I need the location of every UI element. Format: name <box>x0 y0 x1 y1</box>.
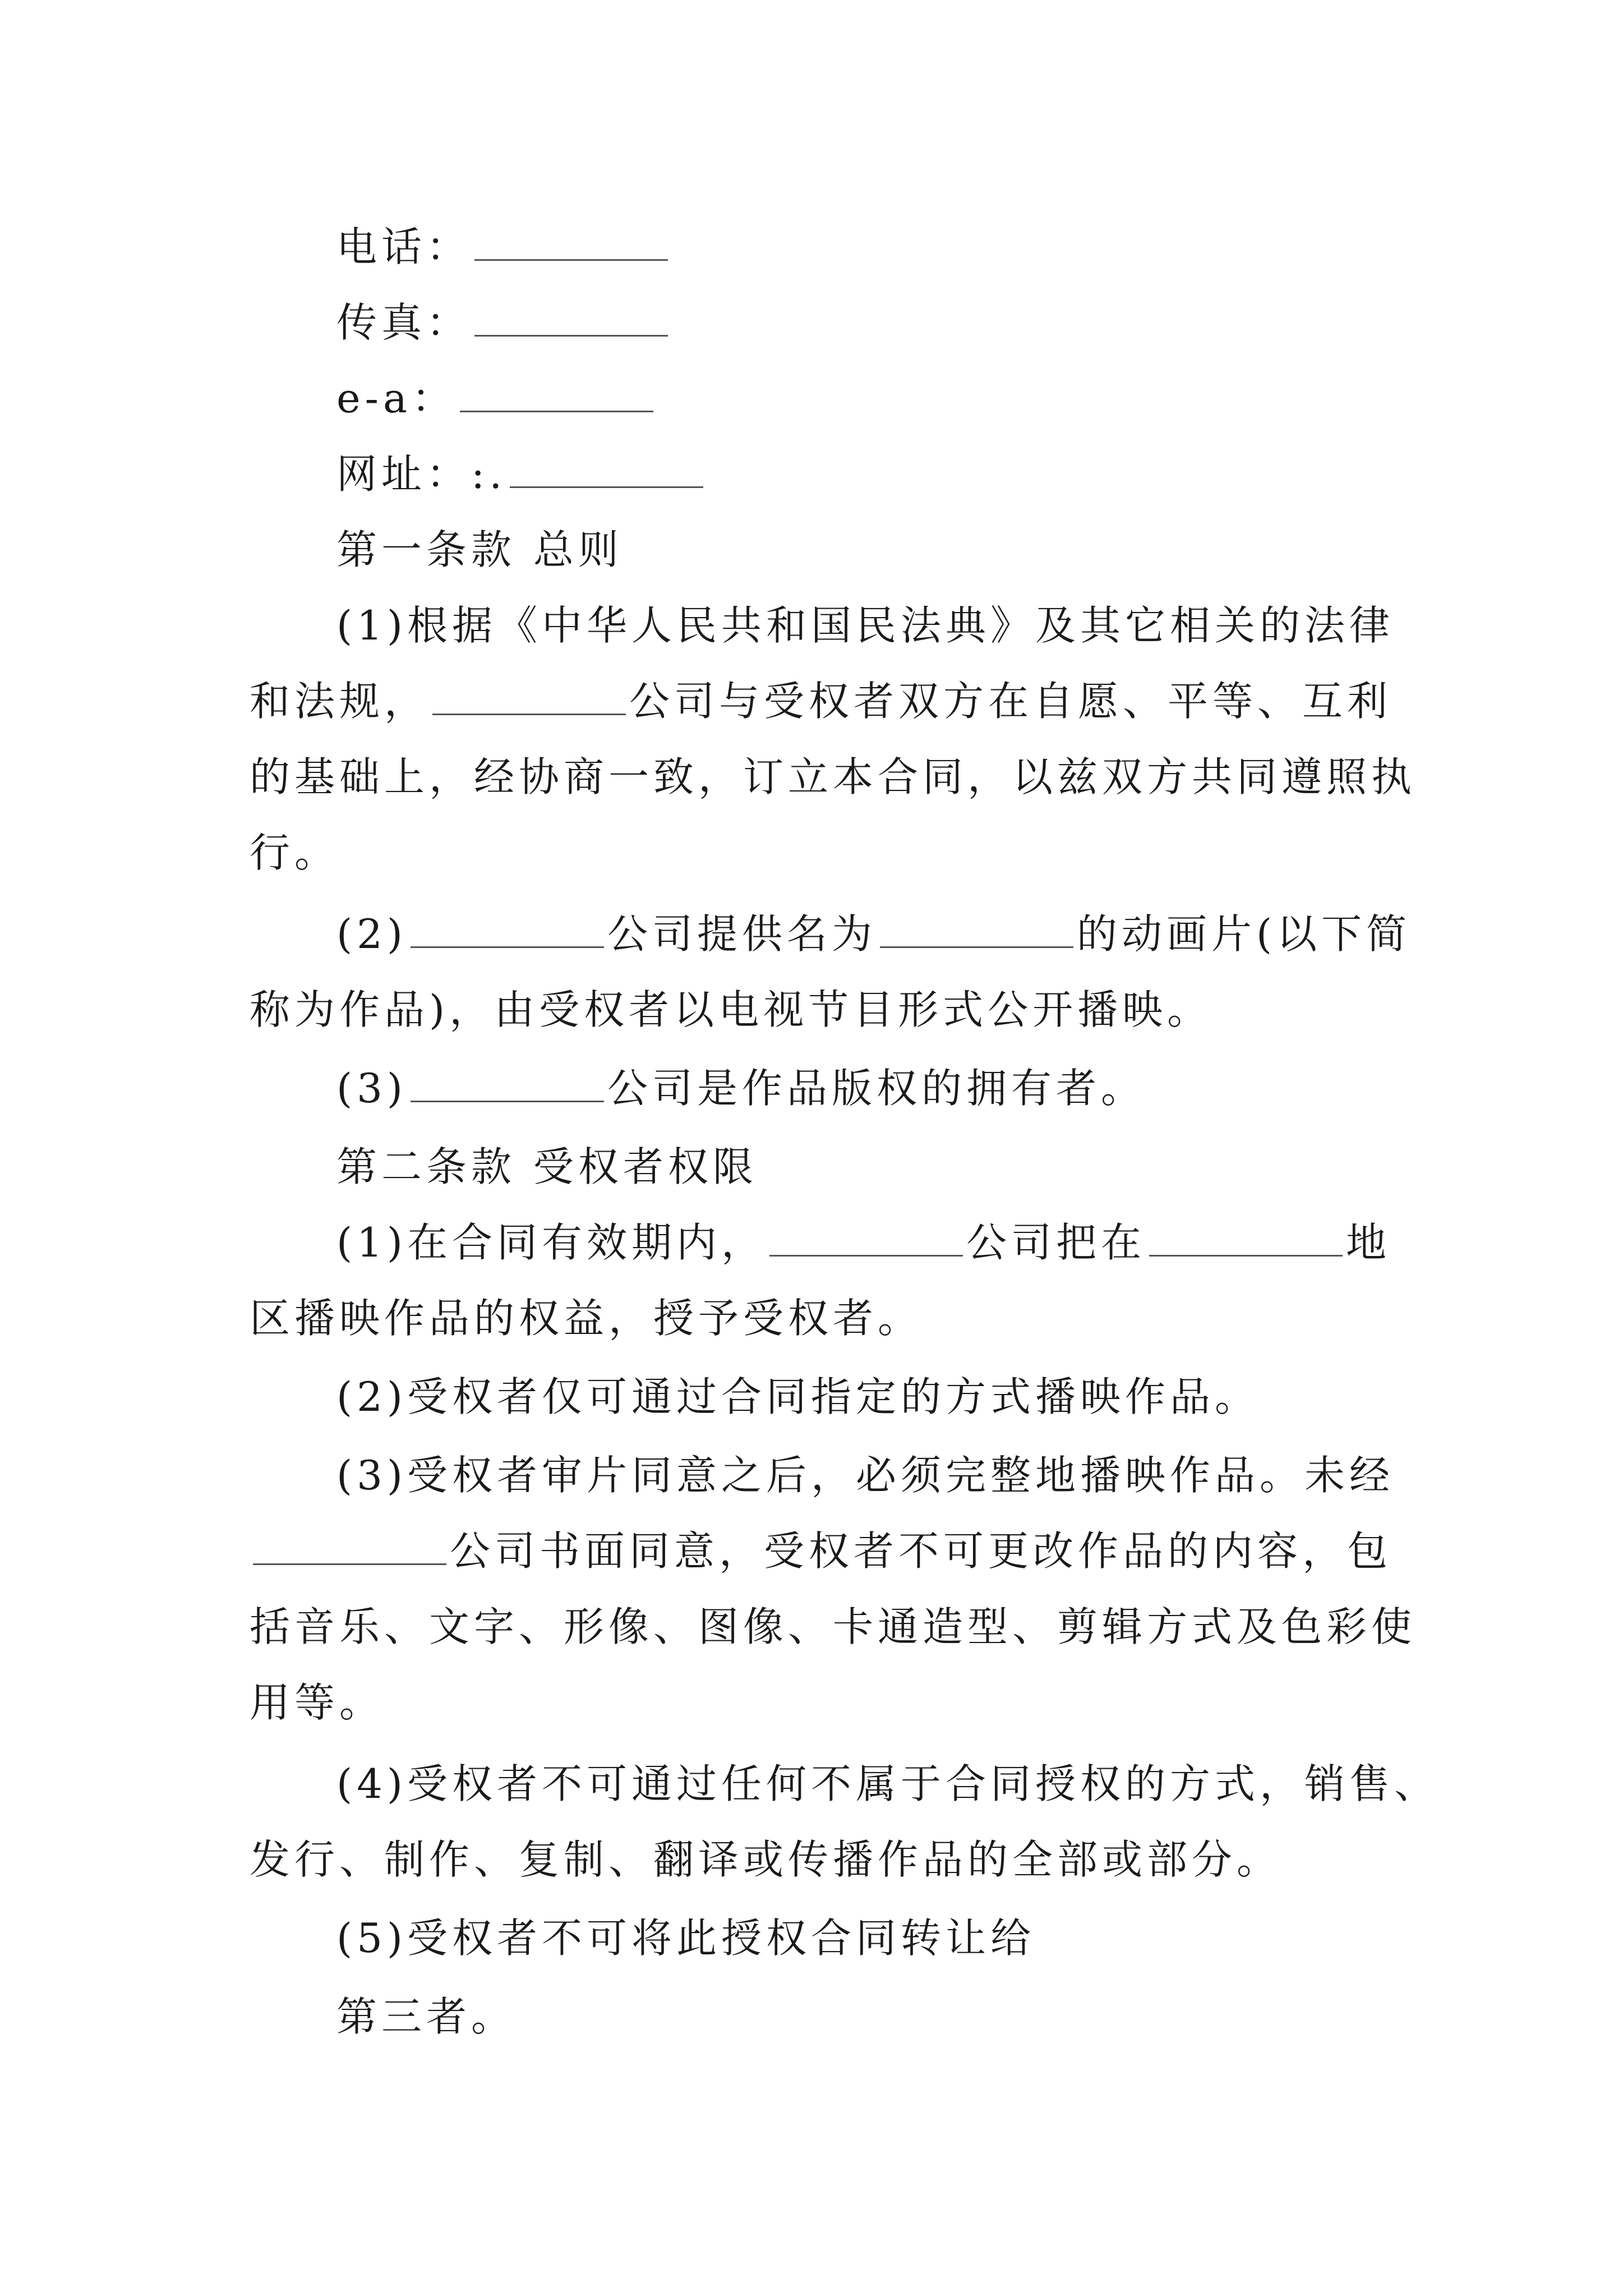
article2-p1-text-a: (1)在合同有效期内， <box>336 1219 766 1266</box>
article1-p2-text-b: 公司提供名为 <box>607 910 877 958</box>
article1-p2-line1 <box>336 909 1411 959</box>
email-label: e-a： <box>336 375 457 422</box>
article1-p2-text-c: 的动画片(以下简 <box>1077 910 1412 958</box>
region-blank <box>1149 1221 1343 1257</box>
article1-heading: 第一条款 总则 <box>336 526 623 573</box>
article2-p1-line1 <box>336 1217 1391 1268</box>
article1-p3-text: 公司是作品版权的拥有者。 <box>607 1065 1146 1112</box>
article1-p1-line4: 行。 <box>250 829 340 876</box>
work-name-blank <box>880 913 1073 948</box>
article2-p2: (2)受权者仅可通过合同指定的方式播映作品。 <box>336 1373 1260 1420</box>
article2-p1-text-c: 地 <box>1346 1219 1391 1266</box>
article1-p1-line2-text-a: 和法规， <box>250 678 430 725</box>
article1-p1-line2-text-b: 公司与受权者双方在自愿、平等、互利 <box>629 678 1393 725</box>
article2-p6: 第三者。 <box>336 1993 517 2040</box>
website-label: 网址：:. <box>336 450 507 498</box>
email-line <box>336 373 657 424</box>
company-blank <box>253 1530 446 1565</box>
fax-label: 传真： <box>336 299 472 346</box>
article2-p3-line3: 括音乐、文字、形像、图像、卡通造型、剪辑方式及色彩使 <box>250 1603 1417 1650</box>
company-blank <box>411 1067 604 1102</box>
article2-p3-line1: (3)受权者审片同意之后，必须完整地播映作品。未经 <box>336 1452 1394 1499</box>
article2-p5: (5)受权者不可将此授权合同转让给 <box>336 1915 1035 1962</box>
article2-p4-line1: (4)受权者不可通过任何不属于合同授权的方式，销售、 <box>336 1760 1439 1807</box>
phone-blank <box>474 226 668 261</box>
article2-p3-line4: 用等。 <box>250 1679 385 1726</box>
article1-p3 <box>336 1063 1146 1114</box>
article1-p2-number: (2) <box>336 910 407 958</box>
website-line <box>336 449 707 499</box>
article1-p2-line2: 称为作品)，由受权者以电视节目形式公开播映。 <box>250 986 1212 1033</box>
email-blank <box>460 377 653 412</box>
article2-p1-line2: 区播映作品的权益，授予受权者。 <box>250 1295 923 1342</box>
company-blank <box>769 1221 963 1257</box>
article1-p1-line1: (1)根据《中华人民共和国民法典》及其它相关的法律 <box>336 602 1394 649</box>
article2-heading: 第二条款 受权者权限 <box>336 1143 758 1190</box>
article2-p1-text-b: 公司把在 <box>966 1219 1146 1266</box>
company-blank <box>411 913 604 948</box>
company-blank <box>432 680 626 715</box>
article2-p4-line2: 发行、制作、复制、翻译或传播作品的全部或部分。 <box>250 1836 1282 1883</box>
fax-blank <box>474 301 668 337</box>
website-blank <box>510 453 703 488</box>
phone-label: 电话： <box>336 223 472 270</box>
article2-p3-line2-text: 公司书面同意，受权者不可更改作品的内容，包 <box>450 1527 1393 1575</box>
fax-line <box>336 297 671 348</box>
article1-p1-line2 <box>250 676 1392 726</box>
article2-p3-line2 <box>250 1526 1392 1576</box>
phone-line <box>336 222 671 272</box>
article1-p1-line3: 的基础上，经协商一致，订立本合同，以兹双方共同遵照执 <box>250 753 1417 800</box>
article1-p3-number: (3) <box>336 1065 407 1112</box>
